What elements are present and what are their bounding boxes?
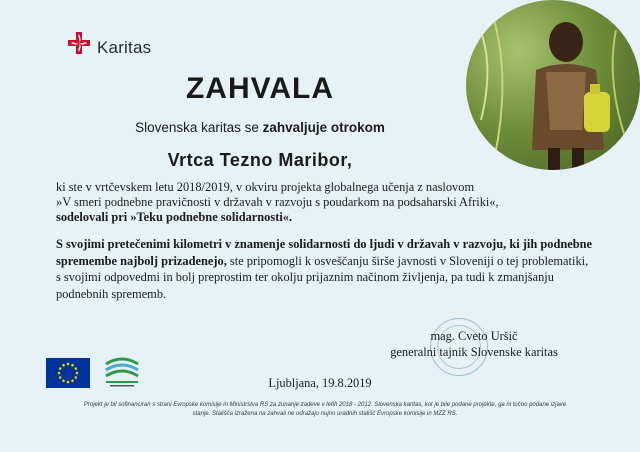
- footnote-line-2: stanje. Stališča izražena na zahvali ne odražajo nujno uradnih stališč Evropske komisije in MZZ RS.: [192, 411, 458, 417]
- thanks-line: [0, 120, 520, 135]
- thanks-bold: zahvaljuje otrokom: [262, 120, 385, 135]
- karitas-logo: [66, 28, 151, 58]
- solidarity-rest: ste pripomogli k osveščanju širše javnosti v Sloveniji o tej problematiki, s svojimi odpovedmi in bolj preprostim ter okolju prijaznim načinom življenja, pa tudi k zmanjšanju podnebnih sprememb.: [56, 253, 589, 301]
- red-cross-flame-icon: [66, 30, 92, 56]
- thanks-prefix: Slovenska karitas se: [135, 120, 263, 135]
- signatory-name: mag. Cveto Uršič: [430, 329, 518, 343]
- project-paragraph: [56, 180, 576, 225]
- recipient-name: Vrtca Tezno Maribor,: [167, 150, 353, 170]
- signature-block: [374, 328, 574, 360]
- certificate-title: ZAHVALA: [185, 72, 335, 105]
- funding-footnote: [60, 401, 590, 419]
- footnote-line-1: Projekt je bil sofinanciran s strani Evropske komisije in Ministrstva RS za zunanje zadeve v letih 2018 - 2012. Slovenska karitas, kot je bile podane projekte, ga ni točno podane izjave: [83, 402, 567, 408]
- signatory-role: generalni tajnik Slovenske karitas: [390, 345, 558, 359]
- solidarity-paragraph: [56, 236, 596, 302]
- project-line-3: sodelovali pri »Teku podnebne solidarnosti«.: [56, 210, 293, 224]
- logo-wordmark: Karitas: [97, 38, 152, 57]
- project-line-1: ki ste v vrtčevskem letu 2018/2019, v okviru projekta globalnega učenja z naslovom: [56, 180, 475, 194]
- solidarity-bold: S svojimi pretečenimi kilometri v znamenje solidarnosti do ljudi v državah v razvoju, ki jih podnebne spremembe najbolj prizadenejo,: [56, 237, 593, 268]
- project-line-2: »V smeri podnebne pravičnosti v državah v razvoju s poudarkom na podsaharski Afriki«,: [56, 195, 499, 209]
- place-and-date: Ljubljana, 19.8.2019: [268, 376, 372, 390]
